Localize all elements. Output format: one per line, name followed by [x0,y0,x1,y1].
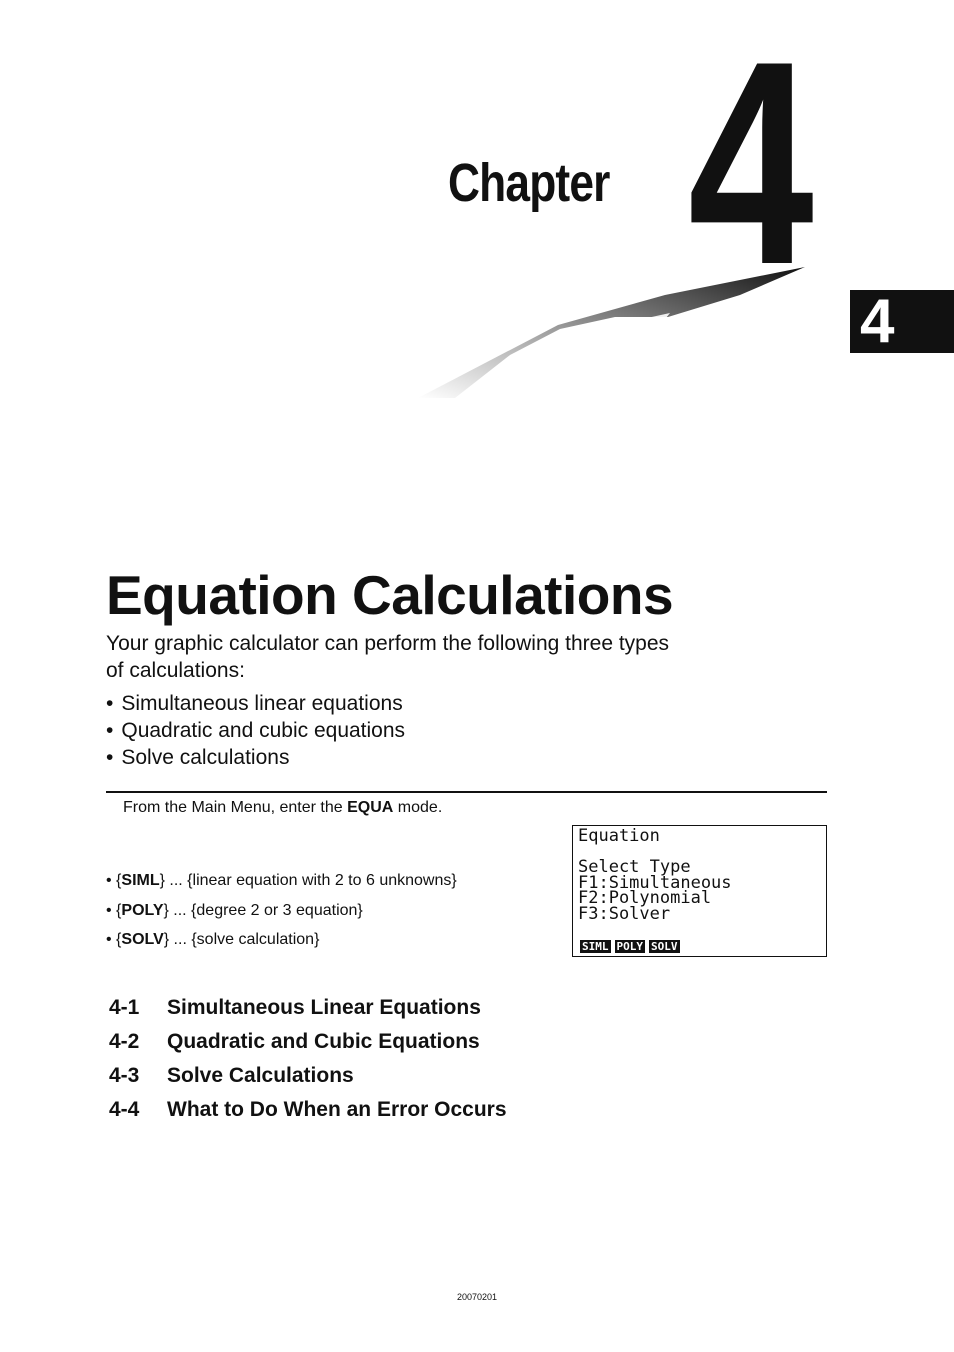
softkey-solv[interactable]: SOLV [651,940,678,953]
intro-line-2: of calculations: [106,659,245,682]
footer-code: 20070201 [456,1292,498,1302]
screen-title: Equation [578,826,660,846]
softkey-poly[interactable]: POLY [616,940,643,953]
list-item: • Quadratic and cubic equations [106,717,405,744]
toc-item: 4-4 What to Do When an Error Occurs [109,1098,507,1121]
calc-type-list [106,690,405,771]
mode-name: EQUA [347,799,394,816]
list-item: • {POLY} ... {degree 2 or 3 equation} [106,901,363,919]
toc-item: 4-2 Quadratic and Cubic Equations [109,1030,480,1053]
intro-line-1: Your graphic calculator can perform the following three types [106,632,670,655]
chapter-tab-marker: 4 [850,290,954,353]
page-title: Equation Calculations [106,564,674,626]
intro-text [106,630,746,684]
toc-item: 4-3 Solve Calculations [109,1064,354,1087]
menu-instruction: From the Main Menu, enter the EQUA mode. [123,799,443,816]
list-item: • Simultaneous linear equations [106,690,405,717]
softkey-siml[interactable]: SIML [582,940,609,953]
chapter-label: Chapter [448,153,610,213]
list-item: • Solve calculations [106,744,405,771]
list-item: • {SIML} ... {linear equation with 2 to 6 unknowns} [106,872,457,889]
screen-prompt: Select Type [578,857,691,877]
calculator-screen [572,825,827,957]
function-key-list [106,866,457,955]
chapter-number: 4 [688,1,814,325]
toc-item: 4-1 Simultaneous Linear Equations [109,996,481,1019]
chapter-swoosh-graphic [410,255,830,400]
screen-softkeys [580,940,680,953]
divider [106,791,827,793]
section-list [109,994,507,1130]
screen-option: F3:Solver [578,903,671,924]
screen-option: F2:Polynomial [578,888,712,908]
list-item: • {SOLV} ... {solve calculation} [106,931,320,948]
screen-option: F1:Simultaneous [578,872,732,893]
